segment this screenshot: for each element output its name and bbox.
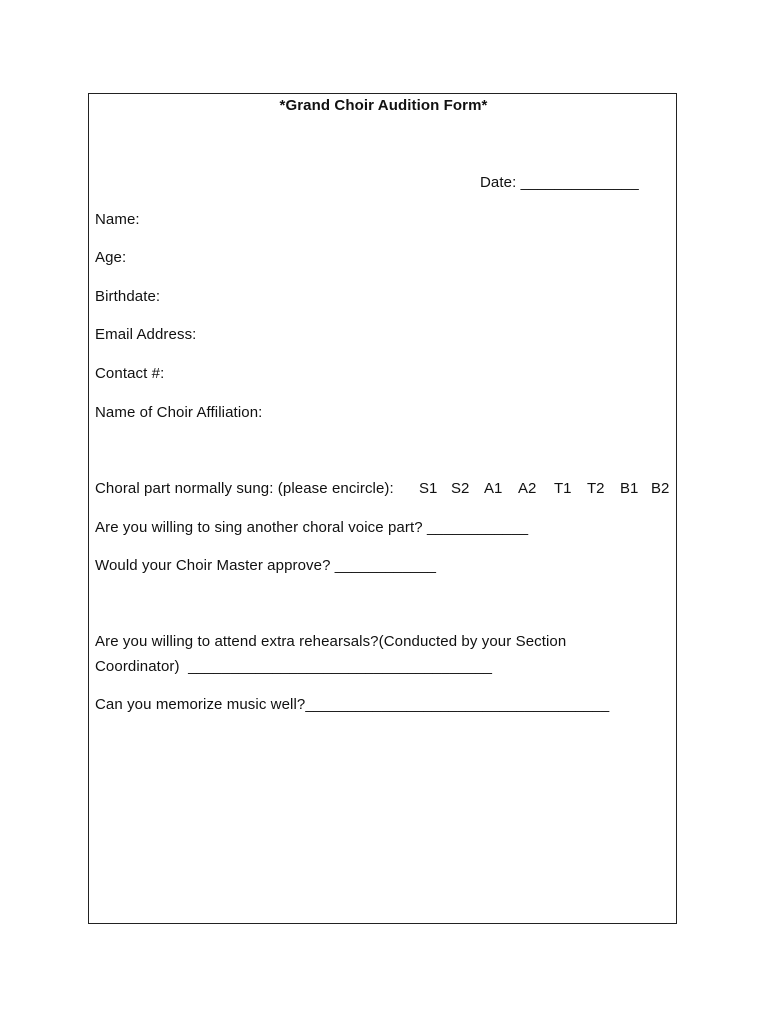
voice-part-s1[interactable]: S1 xyxy=(419,480,438,497)
form-title: *Grand Choir Audition Form* xyxy=(279,97,488,114)
audition-form xyxy=(88,93,677,924)
voice-part-t2[interactable]: T2 xyxy=(587,480,605,497)
birthdate-field[interactable]: Birthdate: xyxy=(95,288,161,305)
name-field[interactable]: Name: xyxy=(95,211,140,228)
age-field[interactable]: Age: xyxy=(95,249,127,266)
another-voice-part-question[interactable]: Are you willing to sing another choral voice part? ____________ xyxy=(95,519,529,536)
choir-master-approval-question[interactable]: Would your Choir Master approve? ____________ xyxy=(95,557,437,574)
voice-part-a1[interactable]: A1 xyxy=(484,480,503,497)
date-field[interactable]: Date: ______________ xyxy=(480,174,639,191)
memorize-music-question[interactable]: Can you memorize music well?____________________________________ xyxy=(95,696,610,713)
extra-rehearsals-answer[interactable]: Coordinator) ____________________________________ xyxy=(95,658,493,675)
email-field[interactable]: Email Address: xyxy=(95,326,197,343)
choir-affiliation-field[interactable]: Name of Choir Affiliation: xyxy=(95,404,263,421)
voice-part-b1[interactable]: B1 xyxy=(620,480,639,497)
choral-part-label: Choral part normally sung: (please encircle): xyxy=(95,480,394,497)
voice-part-s2[interactable]: S2 xyxy=(451,480,470,497)
extra-rehearsals-question: Are you willing to attend extra rehearsals?(Conducted by your Section xyxy=(95,633,567,650)
voice-part-a2[interactable]: A2 xyxy=(518,480,537,497)
contact-field[interactable]: Contact #: xyxy=(95,365,165,382)
voice-part-b2[interactable]: B2 xyxy=(651,480,670,497)
voice-part-t1[interactable]: T1 xyxy=(554,480,572,497)
